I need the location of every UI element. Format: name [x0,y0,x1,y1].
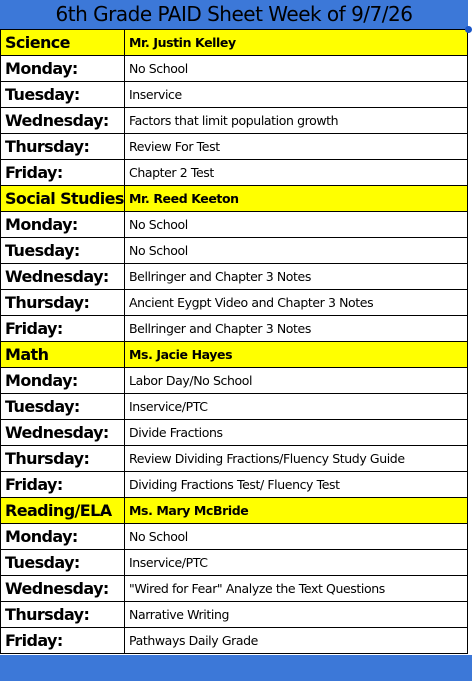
day-row [1,446,468,472]
day-label[interactable]: Wednesday: [1,420,125,446]
lesson-plan-cell[interactable]: "Wired for Fear" Analyze the Text Questions [125,576,468,602]
lesson-plan-cell[interactable]: Inservice/PTC [125,394,468,420]
lesson-plan-cell[interactable]: No School [125,212,468,238]
day-label[interactable]: Monday: [1,368,125,394]
day-row [1,576,468,602]
day-label[interactable]: Thursday: [1,602,125,628]
lesson-plan-cell[interactable]: Factors that limit population growth [125,108,468,134]
lesson-plan-cell[interactable]: Divide Fractions [125,420,468,446]
lesson-plan-cell[interactable]: Dividing Fractions Test/ Fluency Test [125,472,468,498]
teacher-name[interactable]: Ms. Mary McBride [125,498,468,524]
day-label[interactable]: Thursday: [1,446,125,472]
day-row [1,550,468,576]
subject-row [1,186,468,212]
selection-handle[interactable] [465,26,472,33]
subject-name[interactable]: Social Studies [1,186,125,212]
day-row [1,420,468,446]
day-row [1,264,468,290]
day-label[interactable]: Tuesday: [1,82,125,108]
day-row [1,524,468,550]
day-label[interactable]: Friday: [1,160,125,186]
day-label[interactable]: Wednesday: [1,576,125,602]
day-label[interactable]: Friday: [1,316,125,342]
subject-row [1,30,468,56]
day-row [1,472,468,498]
lesson-plan-cell[interactable]: No School [125,56,468,82]
lesson-plan-cell[interactable]: Chapter 2 Test [125,160,468,186]
teacher-name[interactable]: Ms. Jacie Hayes [125,342,468,368]
lesson-plan-cell[interactable]: No School [125,238,468,264]
teacher-name[interactable]: Mr. Justin Kelley [125,30,468,56]
day-label[interactable]: Monday: [1,212,125,238]
teacher-name[interactable]: Mr. Reed Keeton [125,186,468,212]
day-row [1,160,468,186]
day-label[interactable]: Wednesday: [1,108,125,134]
day-label[interactable]: Friday: [1,472,125,498]
lesson-plan-cell[interactable]: Narrative Writing [125,602,468,628]
subject-name[interactable]: Reading/ELA [1,498,125,524]
day-row [1,82,468,108]
lesson-plan-cell[interactable]: Pathways Daily Grade [125,628,468,654]
day-row [1,56,468,82]
lesson-plan-cell[interactable]: Inservice/PTC [125,550,468,576]
day-label[interactable]: Wednesday: [1,264,125,290]
lesson-plan-cell[interactable]: Review For Test [125,134,468,160]
sheet-title: 6th Grade PAID Sheet Week of 9/7/26 [0,0,468,29]
lesson-plan-cell[interactable]: Inservice [125,82,468,108]
day-row [1,290,468,316]
day-label[interactable]: Monday: [1,524,125,550]
subject-row [1,498,468,524]
lesson-plan-cell[interactable]: Bellringer and Chapter 3 Notes [125,264,468,290]
subject-name[interactable]: Math [1,342,125,368]
day-label[interactable]: Tuesday: [1,394,125,420]
schedule-table [0,29,468,654]
day-row [1,134,468,160]
day-row [1,394,468,420]
day-label[interactable]: Thursday: [1,134,125,160]
day-label[interactable]: Friday: [1,628,125,654]
day-row [1,628,468,654]
lesson-plan-cell[interactable]: Ancient Eygpt Video and Chapter 3 Notes [125,290,468,316]
day-label[interactable]: Thursday: [1,290,125,316]
day-row [1,316,468,342]
day-label[interactable]: Monday: [1,56,125,82]
day-label[interactable]: Tuesday: [1,238,125,264]
day-row [1,368,468,394]
day-row [1,602,468,628]
lesson-plan-cell[interactable]: Bellringer and Chapter 3 Notes [125,316,468,342]
lesson-plan-cell[interactable]: Labor Day/No School [125,368,468,394]
day-label[interactable]: Tuesday: [1,550,125,576]
day-row [1,212,468,238]
lesson-plan-cell[interactable]: Review Dividing Fractions/Fluency Study Guide [125,446,468,472]
subject-name[interactable]: Science [1,30,125,56]
subject-row [1,342,468,368]
footer-bar [0,655,472,681]
day-row [1,238,468,264]
day-row [1,108,468,134]
lesson-plan-cell[interactable]: No School [125,524,468,550]
